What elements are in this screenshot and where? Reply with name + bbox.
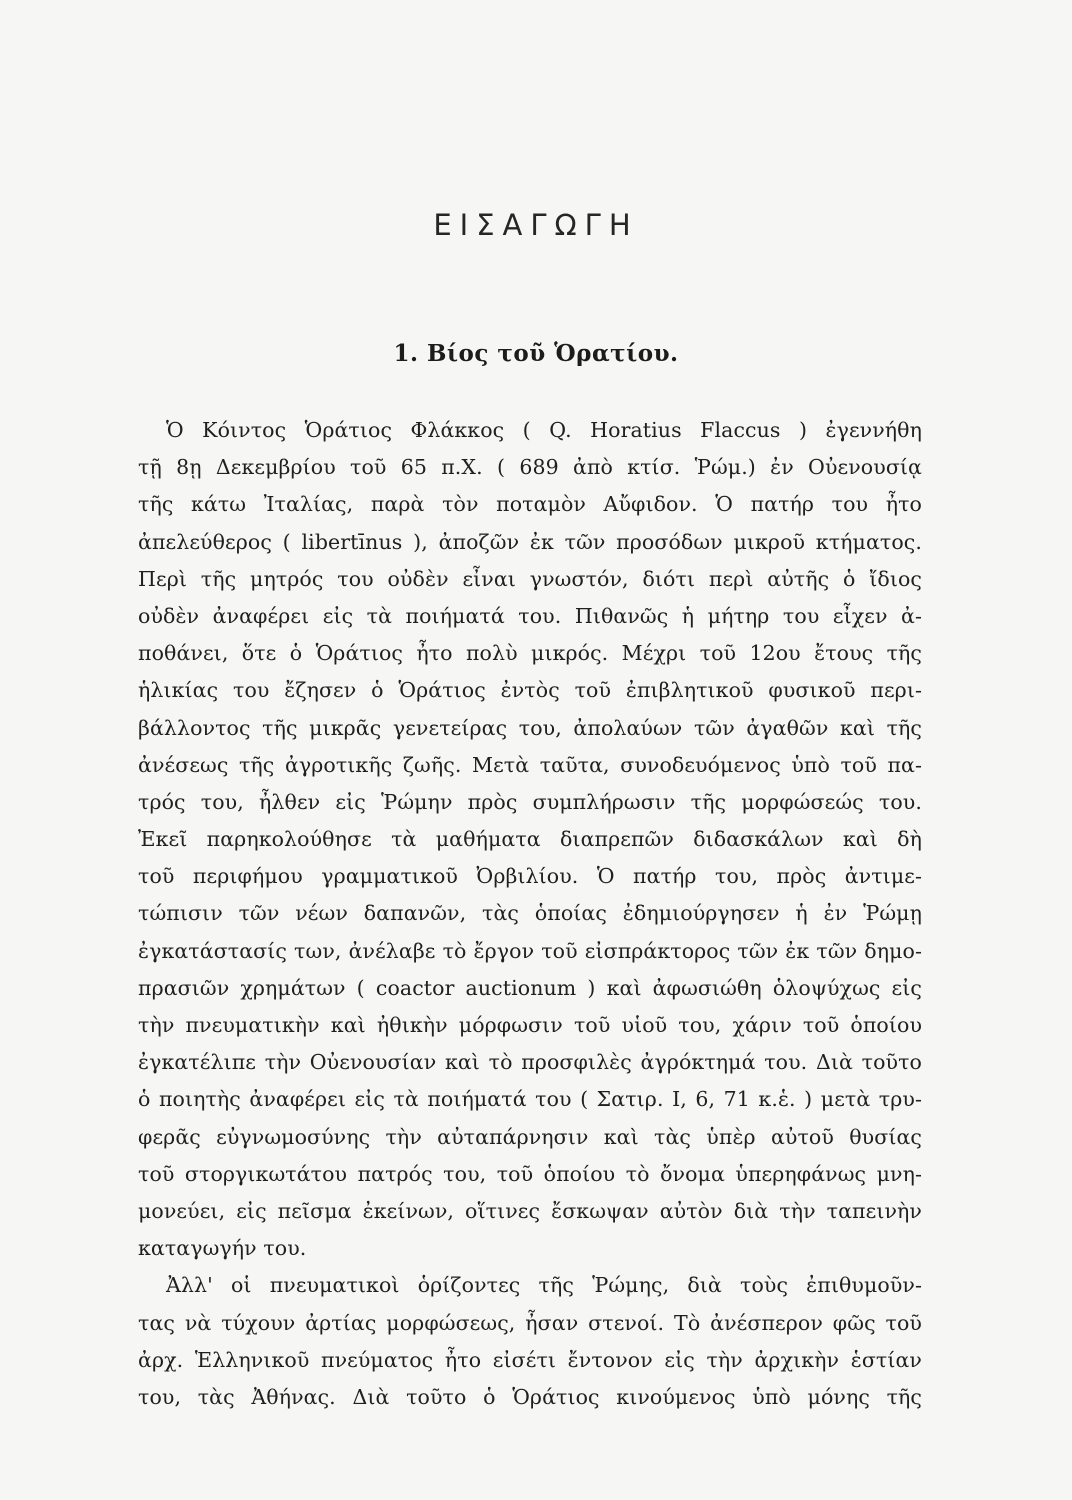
text-line: ἀπελεύθερος ( libertīnus ), ἀποζῶν ἐκ τῶν προσόδων μικροῦ κτήματος.	[138, 529, 922, 554]
text-line: ποθάνει, ὅτε ὁ Ὁράτιος ἦτο πολὺ μικρός. Μέχρι τοῦ 12ου ἔτους τῆς	[138, 641, 922, 666]
text-line: Ὁ Κόιντος Ὁράτιος Φλάκκος ( Q. Horatius Flaccus ) ἐγεννήθη	[166, 418, 922, 442]
text-line: Ἀλλ' οἱ πνευματικοὶ ὁρίζοντες τῆς Ῥώμης, διὰ τοὺς ἐπιθυμοῦν-	[166, 1273, 922, 1298]
text-line: τρός του, ἦλθεν εἰς Ῥώμην πρὸς συμπλήρωσιν τῆς μορφώσεώς του.	[138, 789, 922, 814]
text-line: φερᾶς εὐγνωμοσύνης τὴν αὐταπάρνησιν καὶ τὰς ὑπὲρ αὐτοῦ θυσίας	[138, 1124, 922, 1149]
text-line: βάλλοντος τῆς μικρᾶς γενετείρας του, ἀπολαύων τῶν ἀγαθῶν καὶ τῆς	[138, 715, 922, 740]
section-heading: 1. Βίος τοῦ Ὁρατίου.	[393, 340, 679, 367]
text-line: πρασιῶν χρημάτων ( coactor auctionum ) καὶ ἀφωσιώθη ὁλοψύχως εἰς	[138, 975, 922, 1000]
text-line: του, τὰς Ἀθήνας. Διὰ τοῦτο ὁ Ὁράτιος κινούμενος ὑπὸ μόνης τῆς	[138, 1384, 922, 1409]
text-line: τῇ 8ῃ Δεκεμβρίου τοῦ 65 π.Χ. ( 689 ἀπὸ κτίσ. Ῥώμ.) ἐν Οὐενουσίᾳ	[138, 455, 922, 480]
text-line: οὐδὲν ἀναφέρει εἰς τὰ ποιήματά του. Πιθανῶς ἡ μήτηρ του εἶχεν ἀ-	[138, 603, 922, 628]
text-line: ἀρχ. Ἑλληνικοῦ πνεύματος ἦτο εἰσέτι ἔντονον εἰς τὴν ἀρχικὴν ἑστίαν	[138, 1347, 922, 1372]
body-text	[138, 412, 922, 1416]
text-line: Περὶ τῆς μητρός του οὐδὲν εἶναι γνωστόν, διότι περὶ αὐτῆς ὁ ἴδιος	[138, 566, 922, 591]
text-line: Ἐκεῖ παρηκολούθησε τὰ μαθήματα διαπρεπῶν διδασκάλων καὶ δὴ	[138, 827, 922, 852]
text-line: ἡλικίας του ἔζησεν ὁ Ὁράτιος ἐντὸς τοῦ ἐπιβλητικοῦ φυσικοῦ περι-	[138, 678, 922, 703]
text-line: ὁ ποιητὴς ἀναφέρει εἰς τὰ ποιήματά του ( Σατιρ. Ι, 6, 71 κ.ἑ. ) μετὰ τρυ-	[138, 1087, 922, 1112]
chapter-title: ΕΙΣΑΓΩΓΗ	[433, 208, 639, 242]
text-line: τοῦ περιφήμου γραμματικοῦ Ὀρβιλίου. Ὁ πατήρ του, πρὸς ἀντιμε-	[138, 864, 922, 889]
text-line: τοῦ στοργικωτάτου πατρός του, τοῦ ὁποίου τὸ ὄνομα ὑπερηφάνως μνη-	[138, 1161, 922, 1186]
text-line: ἀνέσεως τῆς ἀγροτικῆς ζωῆς. Μετὰ ταῦτα, συνοδευόμενος ὑπὸ τοῦ πα-	[138, 752, 922, 777]
text-line: τῆς κάτω Ἰταλίας, παρὰ τὸν ποταμὸν Αὔφιδον. Ὁ πατήρ του ἦτο	[138, 492, 922, 517]
text-line: τώπισιν τῶν νέων δαπανῶν, τὰς ὁποίας ἐδημιούργησεν ἡ ἐν Ῥώμῃ	[138, 901, 922, 926]
text-line: τὴν πνευματικὴν καὶ ἠθικὴν μόρφωσιν τοῦ υἱοῦ του, χάριν τοῦ ὁποίου	[138, 1013, 922, 1037]
text-line: ἐγκατάστασίς των, ἀνέλαβε τὸ ἔργον τοῦ εἰσπράκτορος τῶν ἐκ τῶν δημο-	[138, 938, 922, 963]
text-line: ἐγκατέλιπε τὴν Οὐενουσίαν καὶ τὸ προσφιλὲς ἀγρόκτημά του. Διὰ τοῦτο	[138, 1050, 922, 1075]
text-line: καταγωγήν του.	[138, 1236, 307, 1261]
text-line: τας νὰ τύχουν ἀρτίας μορφώσεως, ἦσαν στενοί. Τὸ ἀνέσπερον φῶς τοῦ	[138, 1310, 922, 1335]
text-line: μονεύει, εἰς πεῖσμα ἐκείνων, οἵτινες ἔσκωψαν αὐτὸν διὰ τὴν ταπεινὴν	[138, 1198, 922, 1223]
